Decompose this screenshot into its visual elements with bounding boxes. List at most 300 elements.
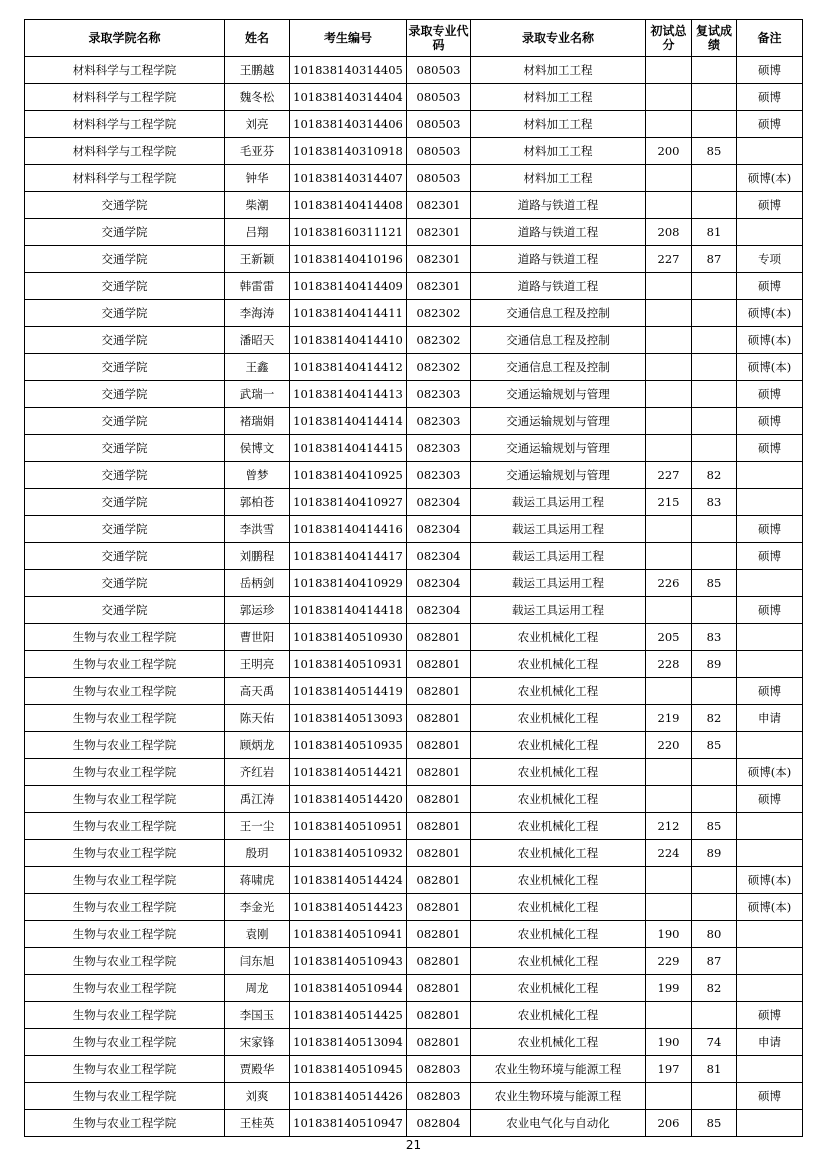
remark-cell [737, 948, 803, 975]
candidate-id-cell: 101838140510935 [290, 732, 407, 759]
table-row [25, 354, 803, 381]
name-cell: 王桂英 [225, 1110, 290, 1137]
major-code-cell: 082801 [407, 678, 471, 705]
table-row [25, 975, 803, 1002]
remark-cell [737, 921, 803, 948]
major-code-cell: 082304 [407, 489, 471, 516]
remark-cell: 硕博 [737, 273, 803, 300]
name-cell: 魏冬松 [225, 84, 290, 111]
candidate-id-cell: 101838140514420 [290, 786, 407, 813]
retest-score-cell: 89 [692, 651, 737, 678]
remark-cell: 专项 [737, 246, 803, 273]
name-cell: 刘鹏程 [225, 543, 290, 570]
table-row [25, 462, 803, 489]
initial-score-cell: 224 [646, 840, 692, 867]
initial-score-cell [646, 516, 692, 543]
name-cell: 贾殿华 [225, 1056, 290, 1083]
college-cell: 交通学院 [25, 219, 225, 246]
retest-score-cell: 85 [692, 813, 737, 840]
header-candidate-id: 考生编号 [290, 20, 407, 57]
remark-cell: 硕博 [737, 1002, 803, 1029]
name-cell: 李洪雪 [225, 516, 290, 543]
candidate-id-cell: 101838140514423 [290, 894, 407, 921]
major-name-cell: 农业机械化工程 [471, 948, 646, 975]
college-cell: 生物与农业工程学院 [25, 948, 225, 975]
remark-cell: 硕博 [737, 1083, 803, 1110]
candidate-id-cell: 101838140414413 [290, 381, 407, 408]
candidate-id-cell: 101838140410925 [290, 462, 407, 489]
table-row [25, 543, 803, 570]
initial-score-cell [646, 435, 692, 462]
table-row [25, 1110, 803, 1137]
remark-cell [737, 813, 803, 840]
major-name-cell: 农业电气化与自动化 [471, 1110, 646, 1137]
table-row [25, 165, 803, 192]
remark-cell [737, 489, 803, 516]
candidate-id-cell: 101838140510930 [290, 624, 407, 651]
name-cell: 吕翔 [225, 219, 290, 246]
remark-cell [737, 138, 803, 165]
header-row [25, 20, 803, 57]
remark-cell [737, 975, 803, 1002]
retest-score-cell: 85 [692, 1110, 737, 1137]
major-code-cell: 082302 [407, 300, 471, 327]
major-code-cell: 082801 [407, 813, 471, 840]
table-row [25, 435, 803, 462]
major-code-cell: 082303 [407, 462, 471, 489]
college-cell: 交通学院 [25, 462, 225, 489]
table-row [25, 246, 803, 273]
name-cell: 王一尘 [225, 813, 290, 840]
candidate-id-cell: 101838140314407 [290, 165, 407, 192]
major-name-cell: 载运工具运用工程 [471, 543, 646, 570]
header-remark: 备注 [737, 20, 803, 57]
college-cell: 交通学院 [25, 408, 225, 435]
name-cell: 柴潮 [225, 192, 290, 219]
major-code-cell: 082803 [407, 1056, 471, 1083]
initial-score-cell: 200 [646, 138, 692, 165]
remark-cell [737, 1110, 803, 1137]
remark-cell: 硕博 [737, 381, 803, 408]
candidate-id-cell: 101838140414416 [290, 516, 407, 543]
major-code-cell: 082303 [407, 381, 471, 408]
major-code-cell: 082301 [407, 219, 471, 246]
header-major-code: 录取专业代码 [407, 20, 471, 57]
table-row [25, 327, 803, 354]
header-name: 姓名 [225, 20, 290, 57]
major-name-cell: 道路与铁道工程 [471, 246, 646, 273]
remark-cell: 硕博 [737, 543, 803, 570]
table-row [25, 1029, 803, 1056]
name-cell: 郭运珍 [225, 597, 290, 624]
major-code-cell: 080503 [407, 84, 471, 111]
major-name-cell: 交通运输规划与管理 [471, 381, 646, 408]
page-number: 21 [405, 1138, 422, 1152]
name-cell: 曹世阳 [225, 624, 290, 651]
table-row [25, 219, 803, 246]
major-code-cell: 082801 [407, 948, 471, 975]
name-cell: 禹江涛 [225, 786, 290, 813]
major-name-cell: 道路与铁道工程 [471, 273, 646, 300]
remark-cell: 硕博 [737, 84, 803, 111]
header-initial-score: 初试总分 [646, 20, 692, 57]
name-cell: 王鹏越 [225, 57, 290, 84]
name-cell: 周龙 [225, 975, 290, 1002]
remark-cell: 硕博 [737, 597, 803, 624]
major-name-cell: 农业机械化工程 [471, 813, 646, 840]
name-cell: 宋家锋 [225, 1029, 290, 1056]
name-cell: 李海涛 [225, 300, 290, 327]
name-cell: 韩雷雷 [225, 273, 290, 300]
initial-score-cell: 208 [646, 219, 692, 246]
major-name-cell: 交通信息工程及控制 [471, 300, 646, 327]
remark-cell: 硕博 [737, 57, 803, 84]
major-name-cell: 交通运输规划与管理 [471, 435, 646, 462]
major-code-cell: 082301 [407, 192, 471, 219]
major-name-cell: 载运工具运用工程 [471, 489, 646, 516]
candidate-id-cell: 101838140314406 [290, 111, 407, 138]
remark-cell [737, 219, 803, 246]
initial-score-cell: 220 [646, 732, 692, 759]
major-name-cell: 农业机械化工程 [471, 840, 646, 867]
major-name-cell: 农业机械化工程 [471, 894, 646, 921]
name-cell: 毛亚芬 [225, 138, 290, 165]
name-cell: 武瑞一 [225, 381, 290, 408]
initial-score-cell [646, 867, 692, 894]
college-cell: 交通学院 [25, 300, 225, 327]
college-cell: 生物与农业工程学院 [25, 1083, 225, 1110]
name-cell: 王明亮 [225, 651, 290, 678]
candidate-id-cell: 101838140410196 [290, 246, 407, 273]
initial-score-cell [646, 381, 692, 408]
major-code-cell: 082801 [407, 1029, 471, 1056]
remark-cell [737, 624, 803, 651]
candidate-id-cell: 101838140414409 [290, 273, 407, 300]
initial-score-cell [646, 111, 692, 138]
initial-score-cell: 228 [646, 651, 692, 678]
initial-score-cell [646, 273, 692, 300]
table-row [25, 489, 803, 516]
major-code-cell: 082804 [407, 1110, 471, 1137]
candidate-id-cell: 101838140510932 [290, 840, 407, 867]
major-code-cell: 082801 [407, 1002, 471, 1029]
initial-score-cell: 199 [646, 975, 692, 1002]
major-name-cell: 交通信息工程及控制 [471, 327, 646, 354]
table-row [25, 651, 803, 678]
initial-score-cell [646, 327, 692, 354]
major-name-cell: 农业机械化工程 [471, 624, 646, 651]
major-name-cell: 材料加工工程 [471, 84, 646, 111]
candidate-id-cell: 101838140410929 [290, 570, 407, 597]
name-cell: 王鑫 [225, 354, 290, 381]
major-name-cell: 交通运输规划与管理 [471, 408, 646, 435]
retest-score-cell: 81 [692, 1056, 737, 1083]
major-name-cell: 农业机械化工程 [471, 1002, 646, 1029]
table-row [25, 192, 803, 219]
retest-score-cell [692, 84, 737, 111]
candidate-id-cell: 101838140414410 [290, 327, 407, 354]
major-code-cell: 082801 [407, 759, 471, 786]
candidate-id-cell: 101838140513093 [290, 705, 407, 732]
name-cell: 袁刚 [225, 921, 290, 948]
candidate-id-cell: 101838140410927 [290, 489, 407, 516]
major-name-cell: 农业机械化工程 [471, 786, 646, 813]
major-name-cell: 农业机械化工程 [471, 975, 646, 1002]
major-code-cell: 082801 [407, 624, 471, 651]
college-cell: 材料科学与工程学院 [25, 165, 225, 192]
remark-cell: 硕博 [737, 435, 803, 462]
college-cell: 交通学院 [25, 435, 225, 462]
table-row [25, 678, 803, 705]
major-name-cell: 农业机械化工程 [471, 705, 646, 732]
candidate-id-cell: 101838140514426 [290, 1083, 407, 1110]
name-cell: 李国玉 [225, 1002, 290, 1029]
remark-cell: 硕博(本) [737, 354, 803, 381]
major-code-cell: 082801 [407, 975, 471, 1002]
college-cell: 材料科学与工程学院 [25, 111, 225, 138]
retest-score-cell [692, 867, 737, 894]
retest-score-cell: 80 [692, 921, 737, 948]
remark-cell: 硕博 [737, 516, 803, 543]
table-row [25, 867, 803, 894]
college-cell: 生物与农业工程学院 [25, 840, 225, 867]
major-name-cell: 道路与铁道工程 [471, 192, 646, 219]
table-row [25, 705, 803, 732]
college-cell: 生物与农业工程学院 [25, 1110, 225, 1137]
table-row [25, 381, 803, 408]
name-cell: 潘昭天 [225, 327, 290, 354]
major-code-cell: 082801 [407, 732, 471, 759]
initial-score-cell [646, 1002, 692, 1029]
remark-cell: 申请 [737, 1029, 803, 1056]
major-name-cell: 农业机械化工程 [471, 921, 646, 948]
college-cell: 交通学院 [25, 597, 225, 624]
table-row [25, 138, 803, 165]
college-cell: 材料科学与工程学院 [25, 84, 225, 111]
remark-cell: 硕博 [737, 192, 803, 219]
remark-cell [737, 1056, 803, 1083]
name-cell: 顾炳龙 [225, 732, 290, 759]
college-cell: 交通学院 [25, 273, 225, 300]
college-cell: 生物与农业工程学院 [25, 651, 225, 678]
candidate-id-cell: 101838140314405 [290, 57, 407, 84]
major-name-cell: 农业生物环境与能源工程 [471, 1083, 646, 1110]
college-cell: 生物与农业工程学院 [25, 759, 225, 786]
retest-score-cell [692, 300, 737, 327]
major-code-cell: 082301 [407, 273, 471, 300]
table-row [25, 624, 803, 651]
retest-score-cell: 87 [692, 948, 737, 975]
retest-score-cell [692, 165, 737, 192]
retest-score-cell: 85 [692, 732, 737, 759]
header-retest-score: 复试成绩 [692, 20, 737, 57]
name-cell: 钟华 [225, 165, 290, 192]
major-code-cell: 080503 [407, 57, 471, 84]
initial-score-cell: 227 [646, 462, 692, 489]
college-cell: 生物与农业工程学院 [25, 975, 225, 1002]
retest-score-cell: 87 [692, 246, 737, 273]
college-cell: 交通学院 [25, 543, 225, 570]
college-cell: 材料科学与工程学院 [25, 138, 225, 165]
table-row [25, 57, 803, 84]
retest-score-cell [692, 894, 737, 921]
table-row [25, 111, 803, 138]
initial-score-cell: 219 [646, 705, 692, 732]
retest-score-cell [692, 597, 737, 624]
remark-cell: 硕博 [737, 786, 803, 813]
initial-score-cell: 205 [646, 624, 692, 651]
retest-score-cell [692, 543, 737, 570]
remark-cell: 硕博(本) [737, 300, 803, 327]
major-name-cell: 农业机械化工程 [471, 651, 646, 678]
retest-score-cell [692, 678, 737, 705]
college-cell: 交通学院 [25, 327, 225, 354]
major-name-cell: 道路与铁道工程 [471, 219, 646, 246]
candidate-id-cell: 101838140513094 [290, 1029, 407, 1056]
table-row [25, 570, 803, 597]
candidate-id-cell: 101838160311121 [290, 219, 407, 246]
major-code-cell: 082801 [407, 651, 471, 678]
retest-score-cell [692, 516, 737, 543]
retest-score-cell [692, 57, 737, 84]
table-row [25, 894, 803, 921]
remark-cell: 硕博 [737, 111, 803, 138]
table-row [25, 759, 803, 786]
candidate-id-cell: 101838140414412 [290, 354, 407, 381]
major-name-cell: 农业机械化工程 [471, 678, 646, 705]
initial-score-cell [646, 84, 692, 111]
initial-score-cell [646, 192, 692, 219]
major-code-cell: 082801 [407, 921, 471, 948]
major-name-cell: 材料加工工程 [471, 57, 646, 84]
college-cell: 生物与农业工程学院 [25, 1002, 225, 1029]
retest-score-cell [692, 1083, 737, 1110]
retest-score-cell [692, 111, 737, 138]
name-cell: 李金光 [225, 894, 290, 921]
table-row [25, 813, 803, 840]
retest-score-cell [692, 192, 737, 219]
major-code-cell: 080503 [407, 165, 471, 192]
table-row [25, 273, 803, 300]
retest-score-cell [692, 273, 737, 300]
initial-score-cell: 227 [646, 246, 692, 273]
name-cell: 殷玥 [225, 840, 290, 867]
retest-score-cell: 82 [692, 975, 737, 1002]
table-row [25, 597, 803, 624]
major-code-cell: 082801 [407, 840, 471, 867]
retest-score-cell [692, 327, 737, 354]
name-cell: 蒋啸虎 [225, 867, 290, 894]
name-cell: 曾梦 [225, 462, 290, 489]
initial-score-cell [646, 759, 692, 786]
initial-score-cell [646, 57, 692, 84]
candidate-id-cell: 101838140510947 [290, 1110, 407, 1137]
college-cell: 生物与农业工程学院 [25, 786, 225, 813]
name-cell: 高天禹 [225, 678, 290, 705]
name-cell: 王新颖 [225, 246, 290, 273]
candidate-id-cell: 101838140314404 [290, 84, 407, 111]
table-row [25, 1083, 803, 1110]
major-name-cell: 材料加工工程 [471, 111, 646, 138]
header-college: 录取学院名称 [25, 20, 225, 57]
table-row [25, 840, 803, 867]
initial-score-cell [646, 678, 692, 705]
remark-cell: 硕博(本) [737, 759, 803, 786]
candidate-id-cell: 101838140514425 [290, 1002, 407, 1029]
table-row [25, 786, 803, 813]
initial-score-cell [646, 408, 692, 435]
name-cell: 郭柏苍 [225, 489, 290, 516]
initial-score-cell: 226 [646, 570, 692, 597]
major-code-cell: 082304 [407, 543, 471, 570]
candidate-id-cell: 101838140514424 [290, 867, 407, 894]
initial-score-cell: 197 [646, 1056, 692, 1083]
college-cell: 生物与农业工程学院 [25, 678, 225, 705]
candidate-id-cell: 101838140414418 [290, 597, 407, 624]
major-name-cell: 材料加工工程 [471, 165, 646, 192]
remark-cell: 硕博 [737, 408, 803, 435]
retest-score-cell [692, 786, 737, 813]
initial-score-cell [646, 300, 692, 327]
major-code-cell: 082303 [407, 408, 471, 435]
initial-score-cell: 190 [646, 1029, 692, 1056]
initial-score-cell: 206 [646, 1110, 692, 1137]
major-code-cell: 082801 [407, 894, 471, 921]
college-cell: 交通学院 [25, 381, 225, 408]
admission-table [24, 19, 803, 1137]
retest-score-cell: 89 [692, 840, 737, 867]
name-cell: 褚瑞娟 [225, 408, 290, 435]
remark-cell [737, 840, 803, 867]
candidate-id-cell: 101838140414411 [290, 300, 407, 327]
table-row [25, 408, 803, 435]
header-major-name: 录取专业名称 [471, 20, 646, 57]
candidate-id-cell: 101838140414414 [290, 408, 407, 435]
table-row [25, 1056, 803, 1083]
college-cell: 生物与农业工程学院 [25, 624, 225, 651]
major-code-cell: 082301 [407, 246, 471, 273]
retest-score-cell [692, 1002, 737, 1029]
candidate-id-cell: 101838140514419 [290, 678, 407, 705]
candidate-id-cell: 101838140510945 [290, 1056, 407, 1083]
remark-cell [737, 651, 803, 678]
major-name-cell: 农业机械化工程 [471, 759, 646, 786]
major-name-cell: 载运工具运用工程 [471, 570, 646, 597]
college-cell: 交通学院 [25, 246, 225, 273]
college-cell: 交通学院 [25, 354, 225, 381]
table-row [25, 84, 803, 111]
initial-score-cell [646, 1083, 692, 1110]
college-cell: 生物与农业工程学院 [25, 813, 225, 840]
retest-score-cell: 85 [692, 570, 737, 597]
major-code-cell: 082803 [407, 1083, 471, 1110]
major-code-cell: 082801 [407, 705, 471, 732]
college-cell: 生物与农业工程学院 [25, 867, 225, 894]
candidate-id-cell: 101838140510943 [290, 948, 407, 975]
major-name-cell: 交通运输规划与管理 [471, 462, 646, 489]
name-cell: 岳柄剑 [225, 570, 290, 597]
initial-score-cell [646, 597, 692, 624]
major-code-cell: 082302 [407, 327, 471, 354]
candidate-id-cell: 101838140414415 [290, 435, 407, 462]
remark-cell [737, 732, 803, 759]
initial-score-cell: 215 [646, 489, 692, 516]
major-code-cell: 080503 [407, 111, 471, 138]
retest-score-cell: 82 [692, 462, 737, 489]
remark-cell: 硕博(本) [737, 165, 803, 192]
remark-cell [737, 462, 803, 489]
major-name-cell: 农业机械化工程 [471, 732, 646, 759]
